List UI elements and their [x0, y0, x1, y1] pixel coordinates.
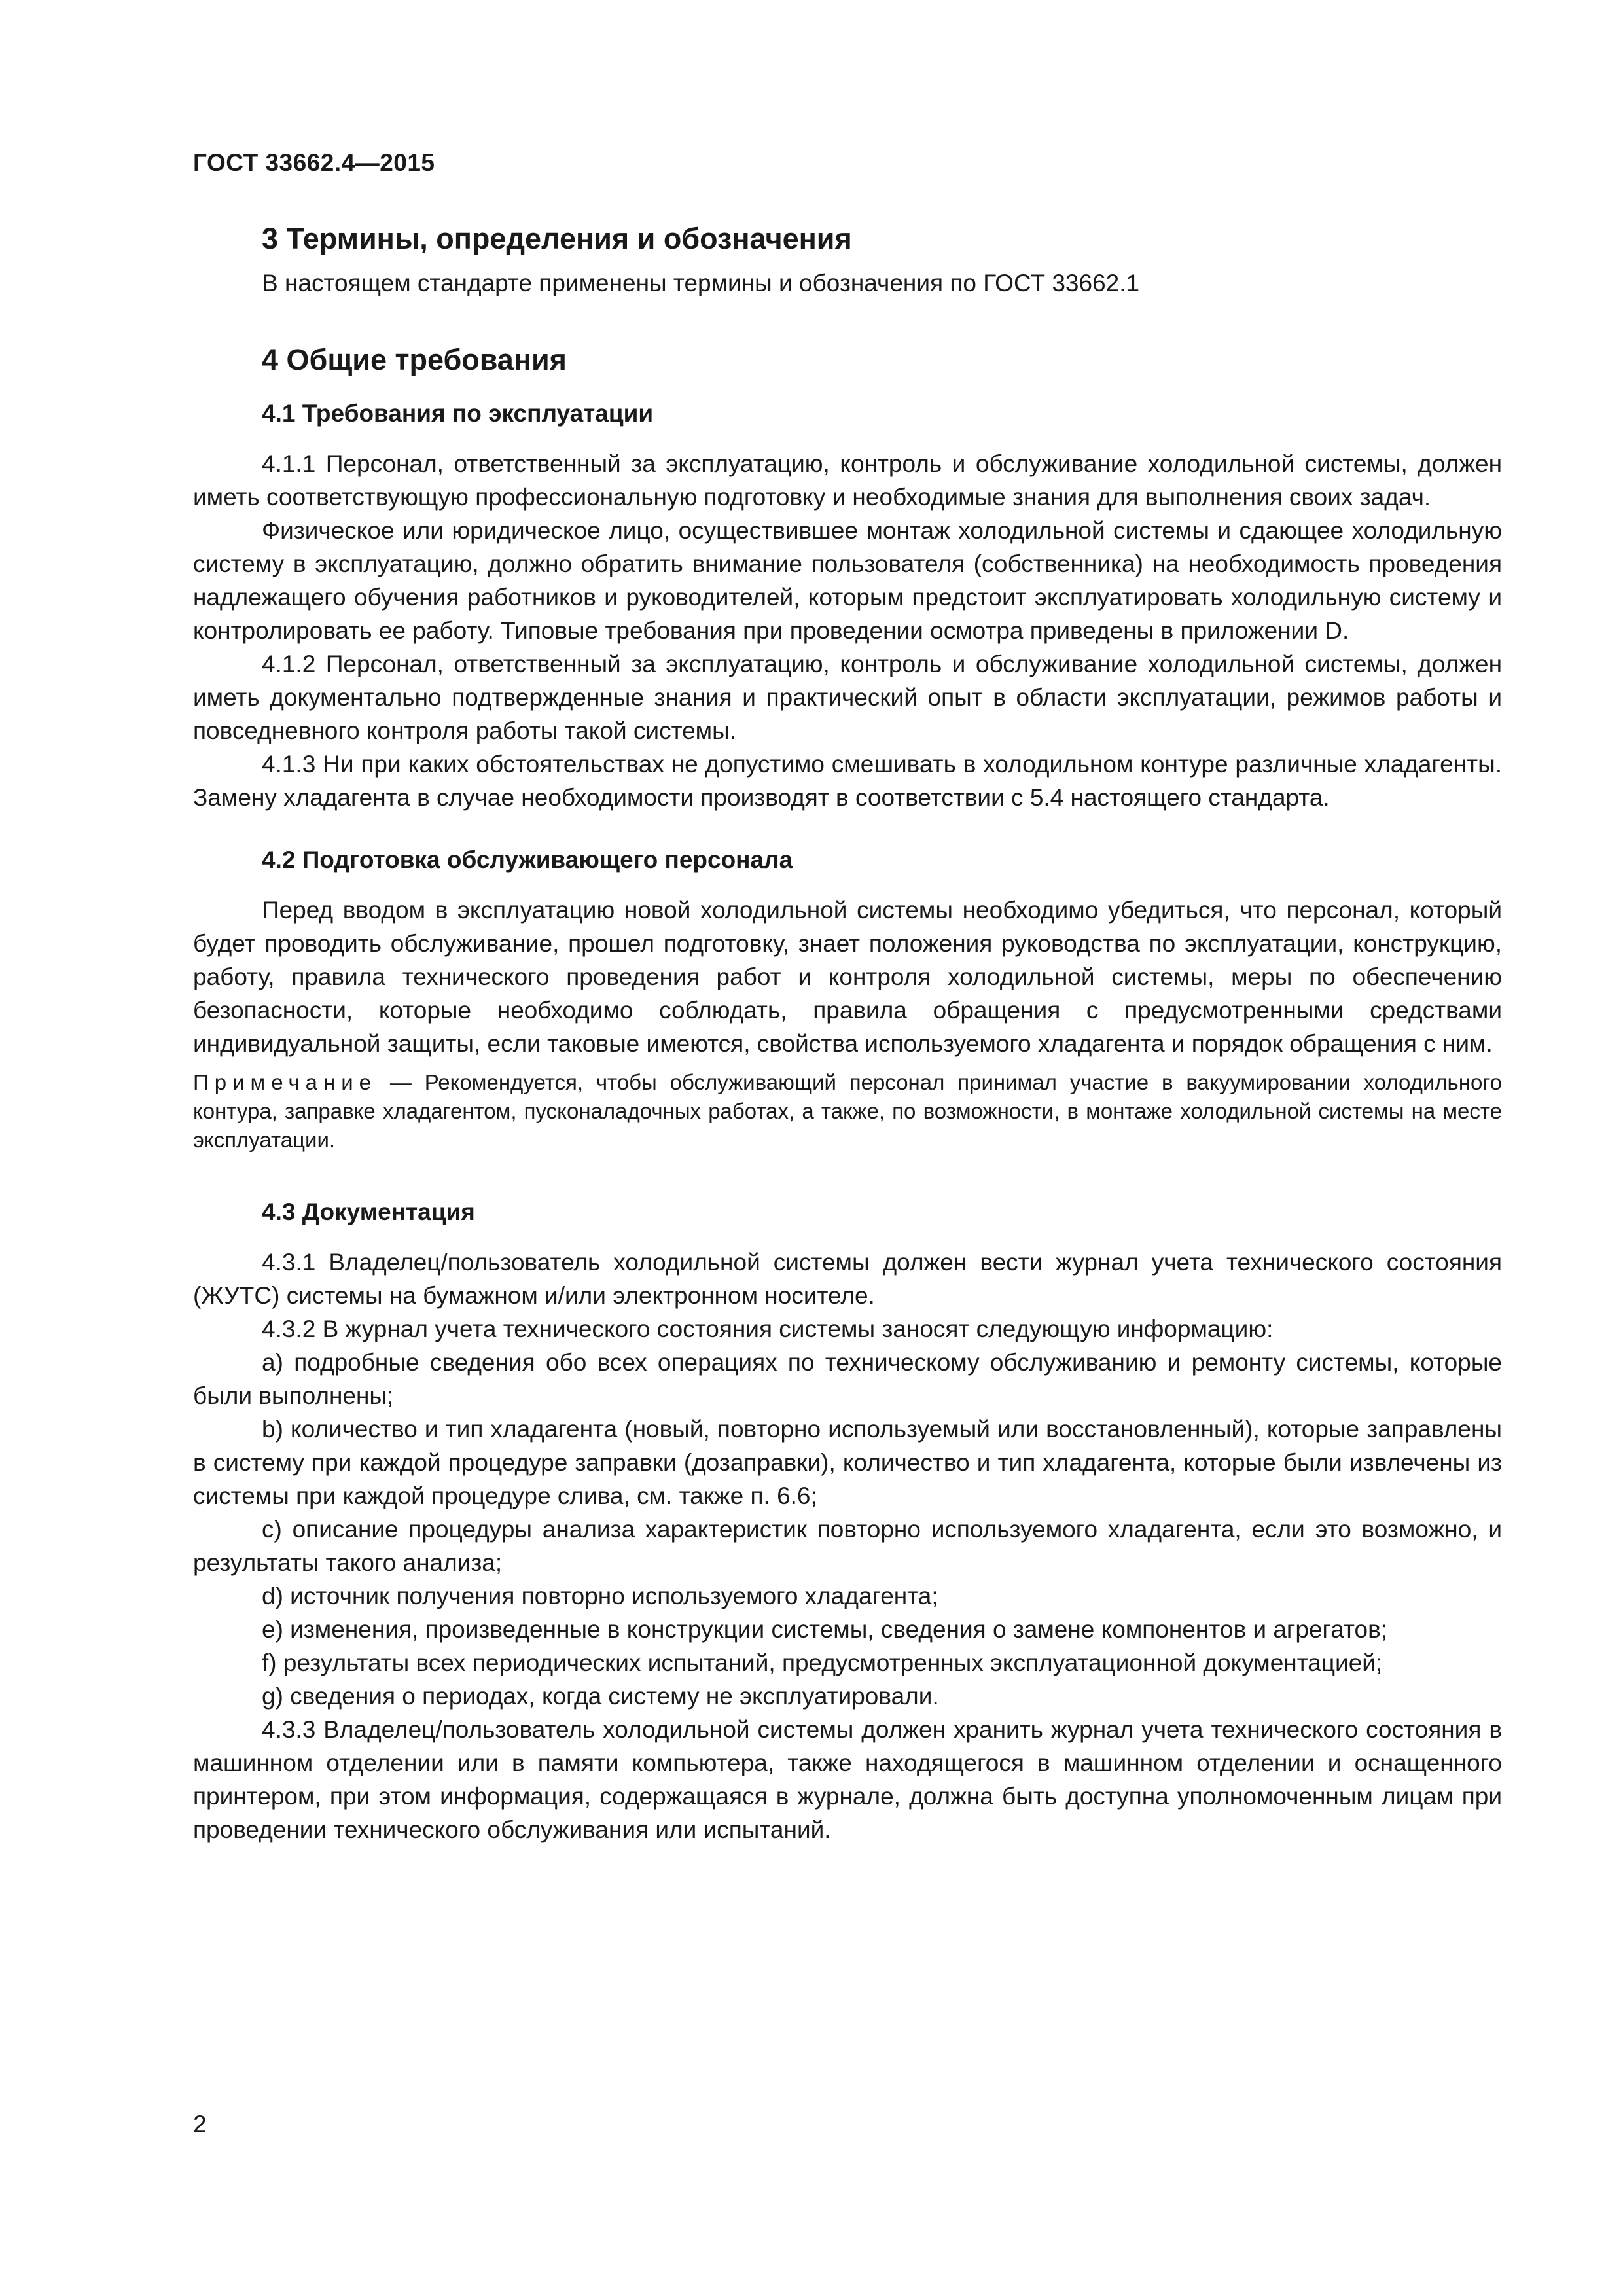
section-3-text: В настоящем стандарте применены термины и обозначения по ГОСТ 33662.1	[262, 270, 1140, 296]
subsection-4-2-title: 4.2 Подготовка обслуживающего персонала	[262, 846, 793, 873]
document-body	[193, 219, 1502, 1846]
section-4-title: 4 Общие требования	[262, 343, 567, 376]
subsection-4-3-title: 4.3 Документация	[262, 1198, 475, 1225]
paragraph-4-3-3: 4.3.3 Владелец/пользователь холодильной системы должен хранить журнал учета технического состояния в машинном отделении или в памяти компьютера, также находящегося в машинном отделении и оснащенного принтером, при этом информация, содержащаяся в журнале, должна быть доступна уполномоченным лицам при проведении технического обслуживания или испытаний.	[193, 1716, 1502, 1843]
paragraph-4-1-1-cont: Физическое или юридическое лицо, осуществившее монтаж холодильной системы и сдающее холодильную систему в эксплуатацию, должно обратить внимание пользователя (собственника) на необходимость проведения надлежащего обучения работников и руководителей, которым предстоит эксплуатировать холодильную систему и контролировать ее работу. Типовые требования при проведении осмотра приведены в приложении D.	[193, 517, 1502, 644]
paragraph-4-1-3: 4.1.3 Ни при каких обстоятельствах не допустимо смешивать в холодильном контуре различные хладагенты. Замену хладагента в случае необходимости производят в соответствии с 5.4 настоящего стандарта.	[193, 751, 1502, 811]
list-item-g: g) сведения о периодах, когда систему не эксплуатировали.	[262, 1683, 939, 1710]
subsection-4-1-title: 4.1 Требования по эксплуатации	[262, 400, 654, 427]
paragraph-4-2: Перед вводом в эксплуатацию новой холодильной системы необходимо убедиться, что персонал, который будет проводить обслуживание, прошел подготовку, знает положения руководства по эксплуатации, конструкцию, работу, правила технического проведения работ и контроля холодильной системы, меры по обеспечению безопасности, которые необходимо соблюдать, правила обращения с предусмотренными средствами индивидуальной защиты, если таковые имеются, свойства используемого хладагента и порядок обращения с ним.	[193, 897, 1502, 1057]
list-item-f: f) результаты всех периодических испытаний, предусмотренных эксплуатационной документацией;	[262, 1649, 1383, 1676]
document-code-header: ГОСТ 33662.4—2015	[193, 149, 435, 176]
note-4-2	[193, 1068, 1502, 1155]
paragraph-4-3-2: 4.3.2 В журнал учета технического состояния системы заносят следующую информацию:	[262, 1316, 1274, 1342]
page-number: 2	[193, 2111, 207, 2138]
list-item-e: e) изменения, произведенные в конструкции системы, сведения о замене компонентов и агрегатов;	[262, 1616, 1388, 1643]
list-item-d: d) источник получения повторно используемого хладагента;	[262, 1583, 938, 1609]
list-item-c: c) описание процедуры анализа характеристик повторно используемого хладагента, если это возможно, и результаты такого анализа;	[193, 1516, 1502, 1576]
note-text: — Рекомендуется, чтобы обслуживающий персонал принимал участие в вакуумировании холодильного контура, заправке хладагентом, пусконаладочных работах, а также, по возможности, в монтаже холодильной системы на месте эксплуатации.	[193, 1070, 1502, 1152]
list-item-a: a) подробные сведения обо всех операциях по техническому обслуживанию и ремонту системы, которые были выполнены;	[193, 1349, 1502, 1409]
paragraph-4-3-1: 4.3.1 Владелец/пользователь холодильной системы должен вести журнал учета технического состояния (ЖУТС) системы на бумажном и/или электронном носителе.	[193, 1249, 1502, 1309]
paragraph-4-1-2: 4.1.2 Персонал, ответственный за эксплуатацию, контроль и обслуживание холодильной системы, должен иметь документально подтвержденные знания и практический опыт в области эксплуатации, режимов работы и повседневного контроля работы такой системы.	[193, 651, 1502, 744]
section-3-title: 3 Термины, определения и обозначения	[262, 222, 852, 255]
list-item-b: b) количество и тип хладагента (новый, повторно используемый или восстановленный), которые заправлены в систему при каждой процедуре заправки (дозаправки), количество и тип хладагента, которые были извлечены из системы при каждой процедуре слива, см. также п. 6.6;	[193, 1416, 1502, 1509]
paragraph-4-1-1: 4.1.1 Персонал, ответственный за эксплуатацию, контроль и обслуживание холодильной системы, должен иметь соответствующую профессиональную подготовку и необходимые знания для выполнения своих задач.	[193, 450, 1502, 511]
note-label: Примечание	[193, 1070, 378, 1094]
